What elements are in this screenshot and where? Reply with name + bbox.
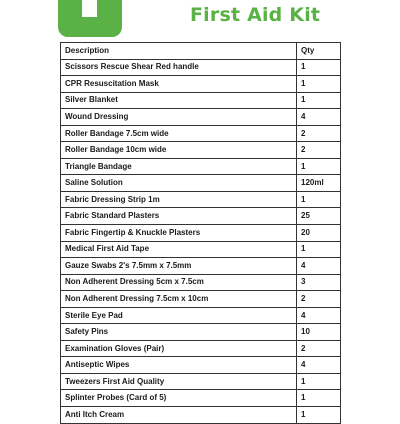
item-description: Tweezers First Aid Quality xyxy=(61,373,297,390)
item-qty: 4 xyxy=(297,357,341,374)
table-row xyxy=(61,142,341,159)
item-qty: 25 xyxy=(297,208,341,225)
item-description: Triangle Bandage xyxy=(61,158,297,175)
item-qty: 3 xyxy=(297,274,341,291)
item-description: Gauze Swabs 2's 7.5mm x 7.5mm xyxy=(61,258,297,275)
table-row xyxy=(61,274,341,291)
column-header-description: Description xyxy=(61,43,297,60)
table-header-row xyxy=(61,43,341,60)
item-qty: 1 xyxy=(297,191,341,208)
item-qty: 1 xyxy=(297,76,341,93)
table-row xyxy=(61,109,341,126)
table-row xyxy=(61,407,341,424)
item-description: Fabric Dressing Strip 1m xyxy=(61,191,297,208)
table-row xyxy=(61,208,341,225)
table-row xyxy=(61,324,341,341)
item-description: Antiseptic Wipes xyxy=(61,357,297,374)
item-description: Non Adherent Dressing 5cm x 7.5cm xyxy=(61,274,297,291)
item-qty: 1 xyxy=(297,158,341,175)
item-qty: 2 xyxy=(297,291,341,308)
table-row xyxy=(61,125,341,142)
item-description: CPR Resuscitation Mask xyxy=(61,76,297,93)
table-row xyxy=(61,291,341,308)
column-header-qty: Qty xyxy=(297,43,341,60)
table-row xyxy=(61,158,341,175)
item-description: Roller Bandage 7.5cm wide xyxy=(61,125,297,142)
item-description: Wound Dressing xyxy=(61,109,297,126)
item-description: Non Adherent Dressing 7.5cm x 10cm xyxy=(61,291,297,308)
item-qty: 1 xyxy=(297,407,341,424)
item-qty: 120ml xyxy=(297,175,341,192)
item-description: Roller Bandage 10cm wide xyxy=(61,142,297,159)
table-row xyxy=(61,59,341,76)
table-row xyxy=(61,340,341,357)
item-qty: 4 xyxy=(297,258,341,275)
table-row xyxy=(61,241,341,258)
item-description: Splinter Probes (Card of 5) xyxy=(61,390,297,407)
item-qty: 1 xyxy=(297,92,341,109)
item-description: Fabric Standard Plasters xyxy=(61,208,297,225)
item-qty: 1 xyxy=(297,59,341,76)
table-row xyxy=(61,76,341,93)
table-row xyxy=(61,175,341,192)
item-qty: 1 xyxy=(297,241,341,258)
item-description: Silver Blanket xyxy=(61,92,297,109)
table-row xyxy=(61,357,341,374)
item-qty: 4 xyxy=(297,307,341,324)
table-row xyxy=(61,191,341,208)
logo-cross-notch xyxy=(82,0,97,17)
table-row xyxy=(61,373,341,390)
table-row xyxy=(61,92,341,109)
page-title: First Aid Kit xyxy=(190,4,321,26)
item-qty: 1 xyxy=(297,373,341,390)
item-qty: 4 xyxy=(297,109,341,126)
item-description: Medical First Aid Tape xyxy=(61,241,297,258)
item-qty: 2 xyxy=(297,340,341,357)
item-qty: 2 xyxy=(297,142,341,159)
table-row xyxy=(61,307,341,324)
item-qty: 2 xyxy=(297,125,341,142)
item-qty: 20 xyxy=(297,225,341,242)
item-description: Examination Gloves (Pair) xyxy=(61,340,297,357)
item-qty: 10 xyxy=(297,324,341,341)
item-description: Sterile Eye Pad xyxy=(61,307,297,324)
table-row xyxy=(61,225,341,242)
item-description: Anti Itch Cream xyxy=(61,407,297,424)
table-row xyxy=(61,258,341,275)
item-qty: 1 xyxy=(297,390,341,407)
table-row xyxy=(61,390,341,407)
kit-contents-table xyxy=(60,42,341,424)
item-description: Fabric Fingertip & Knuckle Plasters xyxy=(61,225,297,242)
first-aid-logo-icon xyxy=(58,0,122,37)
item-description: Safety Pins xyxy=(61,324,297,341)
item-description: Scissors Rescue Shear Red handle xyxy=(61,59,297,76)
item-description: Saline Solution xyxy=(61,175,297,192)
